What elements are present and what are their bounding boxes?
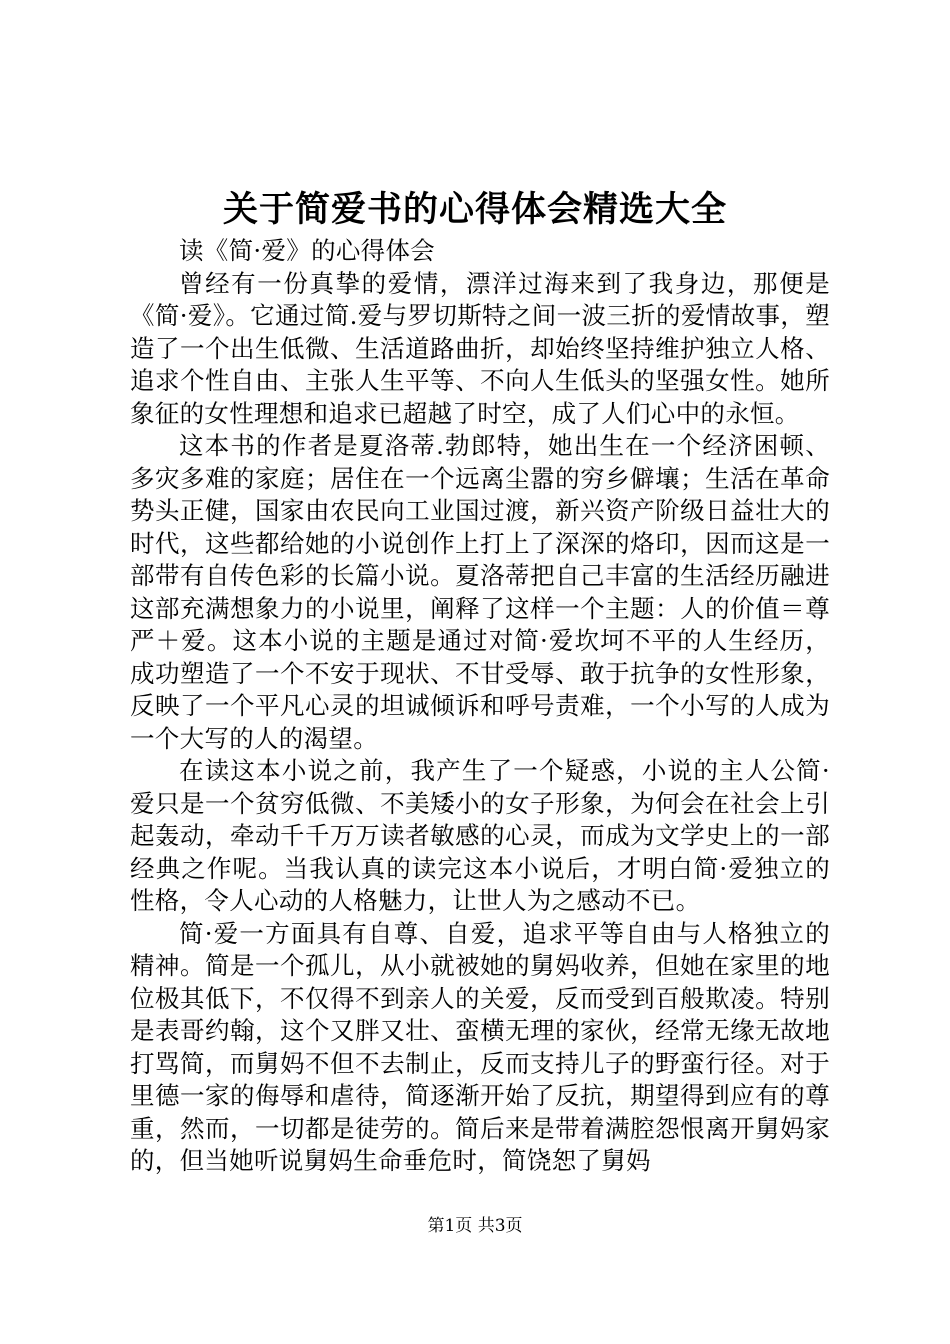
body-paragraph: 这本书的作者是夏洛蒂.勃郎特，她出生在一个经济困顿、多灾多难的家庭；居住在一个远离尘嚣的穷乡僻壤；生活在革命势头正健，国家由农民向工业国过渡，新兴资产阶级日益壮大的时代，这些都给她的小说创作上打上了深深的烙印，因而这是一部带有自传色彩的长篇小说。夏洛蒂把自己丰富的生活经历融进这部充满想象力的小说里，阐释了这样一个主题：人的价值＝尊严＋爱。这本小说的主题是通过对简·爱坎坷不平的人生经历，成功塑造了一个不安于现状、不甘受辱、敢于抗争的女性形象，反映了一个平凡心灵的坦诚倾诉和呼号责难，一个小写的人成为一个大写的人的渴望。 (130, 431, 830, 753)
body-paragraph: 曾经有一份真挚的爱情，漂洋过海来到了我身边，那便是《简·爱》。它通过简.爱与罗切斯特之间一波三折的爱情故事，塑造了一个出生低微、生活道路曲折，却始终坚持维护独立人格、追求个性自由、主张人生平等、不向人生低头的坚强女性。她所象征的女性理想和追求已超越了时空，成了人们心中的永恒。 (130, 268, 830, 428)
document-body (130, 235, 830, 1178)
body-paragraph: 在读这本小说之前，我产生了一个疑惑，小说的主人公简·爱只是一个贫穷低微、不美矮小的女子形象，为何会在社会上引起轰动，牵动千千万万读者敏感的心灵，而成为文学史上的一部经典之作呢。当我认真的读完这本小说后，才明白简·爱独立的性格，令人心动的人格魅力，让世人为之感动不已。 (130, 756, 830, 915)
page-footer: 第1页 共3页 (427, 1216, 523, 1236)
document-title: 关于简爱书的心得体会精选大全 (222, 189, 727, 230)
body-paragraph: 简·爱一方面具有自尊、自爱，追求平等自由与人格独立的精神。简是一个孤儿，从小就被她的舅妈收养，但她在家里的地位极其低下，不仅得不到亲人的关爱，反而受到百般欺凌。特别是表哥约翰，这个又胖又壮、蛮横无理的家伙，经常无缘无故地打骂简，而舅妈不但不去制止，反而支持儿子的野蛮行径。对于里德一家的侮辱和虐待，简逐渐开始了反抗，期望得到应有的尊重，然而，一切都是徒劳的。简后来是带着满腔怨恨离开舅妈家的，但当她听说舅妈生命垂危时，简饶恕了舅妈 (130, 918, 830, 1175)
article-subheading: 读《简·爱》的心得体会 (179, 236, 436, 265)
